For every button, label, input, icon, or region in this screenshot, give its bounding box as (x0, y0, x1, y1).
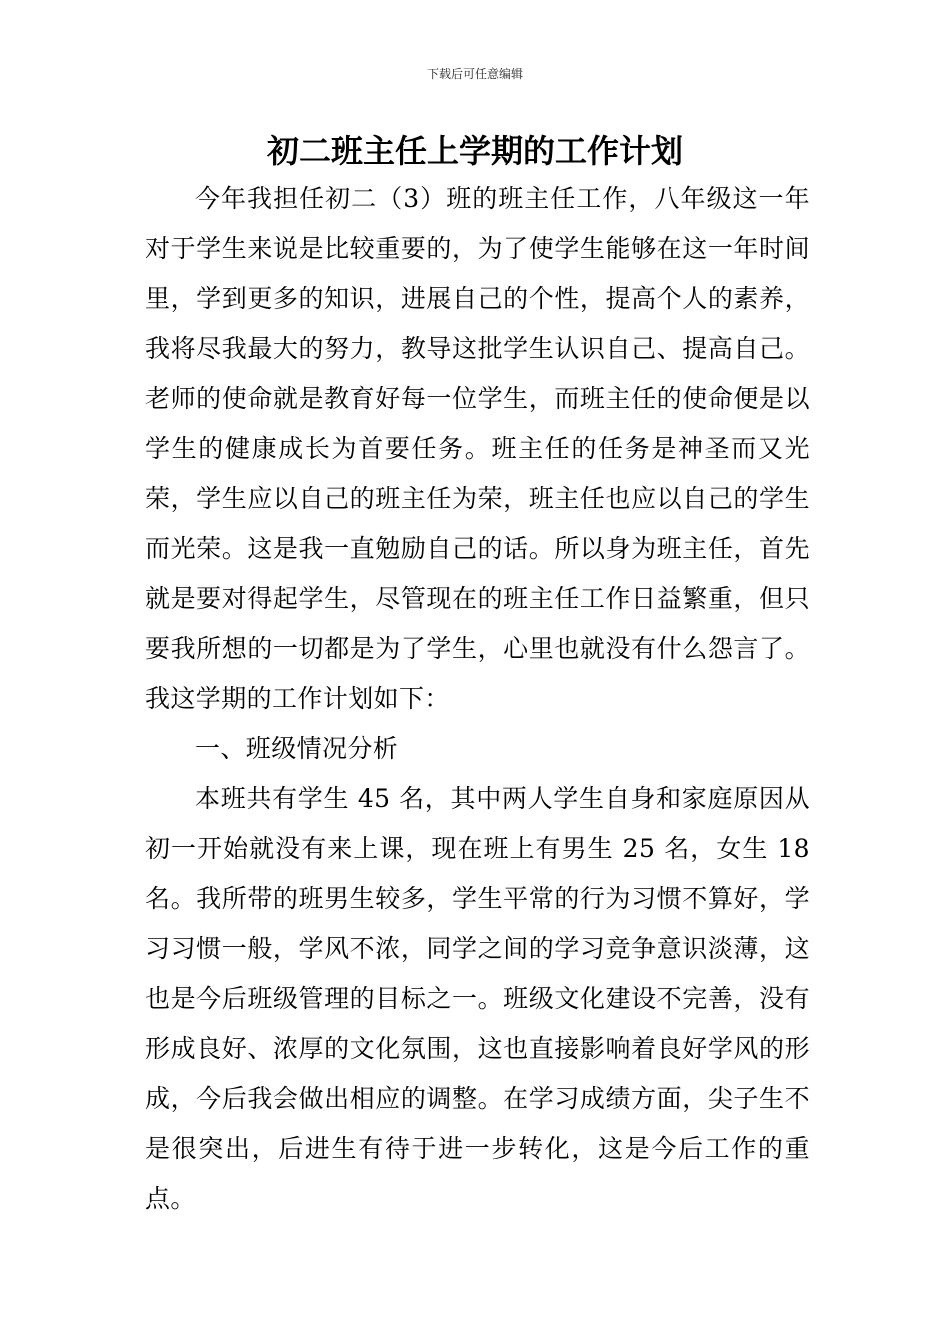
paragraph-intro: 今年我担任初二（3）班的班主任工作，八年级这一年对于学生来说是比较重要的，为了使学生能够在这一年时间里，学到更多的知识，进展自己的个性，提高个人的素养，我将尽我最大的努力，教导这批学生认识自己、提高自己。老师的使命就是教育好每一位学生，而班主任的使命便是以学生的健康成长为首要任务。班主任的任务是神圣而又光荣，学生应以自己的班主任为荣，班主任也应以自己的学生而光荣。这是我一直勉励自己的话。所以身为班主任，首先就是要对得起学生，尽管现在的班主任工作日益繁重，但只要我所想的一切都是为了学生，心里也就没有什么怨言了。我这学期的工作计划如下： (145, 184, 810, 713)
section-heading-class-analysis: 一、班级情况分析 (195, 734, 399, 763)
document-title: 初二班主任上学期的工作计划 (266, 132, 683, 170)
header-note: 下载后可任意编辑 (426, 67, 523, 81)
document-body (145, 174, 810, 1224)
paragraph-class-analysis: 本班共有学生 45 名，其中两人学生自身和家庭原因从初一开始就没有来上课，现在班上有男生 25 名，女生 18 名。我所带的班男生较多，学生平常的行为习惯不算好，学习习惯一般，学风不浓，同学之间的学习竞争意识淡薄，这也是今后班级管理的目标之一。班级文化建设不完善，没有形成良好、浓厚的文化氛围，这也直接影响着良好学风的形成，今后我会做出相应的调整。在学习成绩方面，尖子生不是很突出，后进生有待于进一步转化，这是今后工作的重点。 (145, 784, 810, 1213)
